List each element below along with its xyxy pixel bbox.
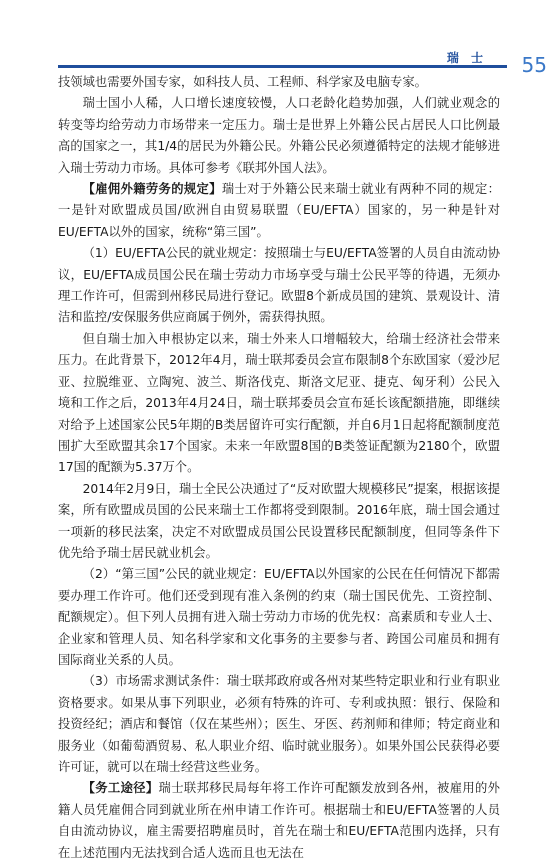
section-title: 瑞 士 xyxy=(446,51,487,65)
paragraph-9 xyxy=(58,778,500,864)
paragraph-6: 2014年2月9日，瑞士全民公决通过了“反对欧盟大规模移民”提案，根据该提案，所有欧盟成员国的公民来瑞士工作都将受到限制。2016年底，瑞士国会通过一项新的移民法案，决定不对欧盟成员国公民设置移民配额制度，但同等条件下优先给予瑞士居民就业机会。 xyxy=(58,481,500,560)
paragraph-4: （1）EU/EFTA公民的就业规定：按照瑞士与EU/EFTA签署的人员自由流动协议，EU/EFTA成员国公民在瑞士劳动力市场享受与瑞士公民平等的待遇，无须办理工作许可，但需到州移民局进行登记。欧盟8个新成员国的建筑、景观设计、清洁和监控/安保服务供应商属于例外，需获得执照。 xyxy=(58,246,500,325)
paragraph-8: （3）市场需求测试条件：瑞士联邦政府或各州对某些特定职业和行业有职业资格要求。如果从事下列职业，必须有特殊的许可、专利或执照：银行、保险和投资经纪；酒店和餐馆（仅在某些州）；医生、牙医、药剂师和律师；特定商业和服务业（如葡萄酒贸易、私人职业介绍、临时就业服务）。如果外国公民获得必要许可证，就可以在瑞士经营这些业务。 xyxy=(58,674,500,774)
body-text xyxy=(58,72,500,864)
paragraph-9-text: 瑞士联邦移民局每年将工作许可配额发放到各州，被雇用的外籍人员凭雇佣合同到就业所在州申请工作许可。根据瑞士和EU/EFTA签署的人员自由流动协议，雇主需要招聘雇员时，首先在瑞士和EU/EFTA范围内选择，只有在上述范围内无法找到合适人选而且也无法在 xyxy=(58,781,500,860)
paragraph-7: （2）“第三国”公民的就业规定：EU/EFTA以外国家的公民在任何情况下都需要办理工作许可。他们还受到现有准入条例的约束（瑞士国民优先、工资控制、配额规定）。但下列人员拥有进入瑞士劳动力市场的优先权：高素质和专业人士、企业家和管理人员、知名科学家和文化事务的主要参与者、跨国公司雇员和拥有国际商业关系的人员。 xyxy=(58,567,500,667)
paragraph-2: 瑞士国小人稀，人口增长速度较慢，人口老龄化趋势加强，人们就业观念的转变等均给劳动力市场带来一定压力。瑞士是世界上外籍公民占居民人口比例最高的国家之一，其1/4的居民为外籍公民。外籍公民必须遵循特定的法规才能够进入瑞士劳动力市场。具体可参考《联邦外国人法》。 xyxy=(58,96,500,175)
paragraph-5: 但自瑞士加入申根协定以来，瑞士外来人口增幅较大，给瑞士经济社会带来压力。在此背景下，2012年4月，瑞士联邦委员会宣布限制8个东欧国家（爱沙尼亚、拉脱维亚、立陶宛、波兰、斯洛伐克、斯洛文尼亚、捷克、匈牙利）公民入境和工作之后，2013年4月24日，瑞士联邦委员会宣布延长该配额措施，即继续对给予上述国家公民5年期的B类居留许可实行配额，并自6月1日起将配额制度范围扩大至欧盟其余17个国家。未来一年欧盟8国的B类签证配额为2180个，欧盟17国的配额为5.37万个。 xyxy=(58,331,500,475)
section-heading: 【务工途径】 xyxy=(82,781,159,796)
paragraph-3-text: 瑞士对于外籍公民来瑞士就业有两种不同的规定：一是针对欧盟成员国/欧洲自由贸易联盟（EU/EFTA）国家的，另一种是针对EU/EFTA以外的国家，统称“第三国”。 xyxy=(58,182,500,239)
paragraph-1: 技领域也需要外国专家，如科技人员、工程师、科学家及电脑专家。 xyxy=(58,75,427,89)
section-heading: 【雇佣外籍劳务的规定】 xyxy=(82,182,222,197)
page-number: 55 xyxy=(521,53,547,77)
page-header xyxy=(0,0,559,80)
paragraph-3 xyxy=(58,179,500,243)
header-divider xyxy=(58,65,507,68)
